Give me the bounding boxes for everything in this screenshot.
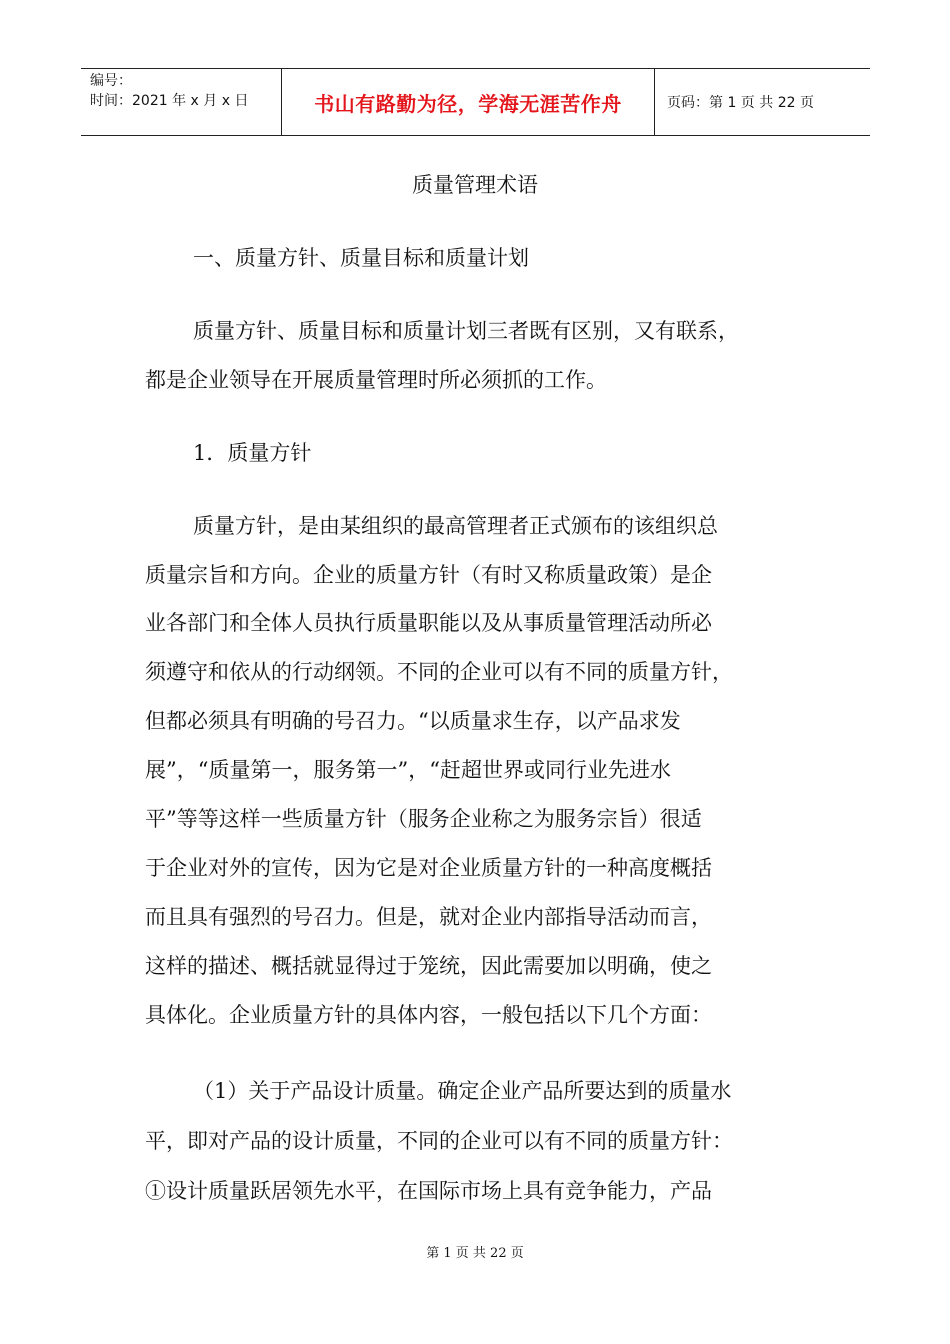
paragraph-line: 于企业对外的宣传，因为它是对企业质量方针的一种高度概括 (145, 856, 712, 880)
header-page-info: 页码：第 1 页 共 22 页 (667, 95, 814, 111)
paragraph-line: 业各部门和全体人员执行质量职能以及从事质量管理活动所必 (145, 611, 712, 635)
header-table (81, 68, 870, 136)
section-heading: 一、质量方针、质量目标和质量计划 (193, 246, 529, 270)
subsection-heading: 1．质量方针 (193, 441, 312, 465)
paragraph-line: 质量宗旨和方向。企业的质量方针（有时又称质量政策）是企 (145, 563, 712, 587)
paragraph-line: 而且具有强烈的号召力。但是，就对企业内部指导活动而言， (145, 905, 712, 929)
page-footer: 第 1 页 共 22 页 (426, 1246, 524, 1261)
paragraph-line: 都是企业领导在开展质量管理时所必须抓的工作。 (145, 368, 607, 392)
paragraph-line: 但都必须具有明确的号召力。“以质量求生存，以产品求发 (145, 709, 681, 733)
paragraph-line: 须遵守和依从的行动纲领。不同的企业可以有不同的质量方针， (145, 660, 733, 684)
paragraph-line: 展”，“质量第一，服务第一”，“赶超世界或同行业先进水 (145, 758, 671, 782)
paragraph-line: 质量方针、质量目标和质量计划三者既有区别，又有联系， (193, 319, 739, 343)
paragraph-line: 这样的描述、概括就显得过于笼统，因此需要加以明确，使之 (145, 954, 712, 978)
paragraph-line: 平”等等这样一些质量方针（服务企业称之为服务宗旨）很适 (145, 807, 702, 831)
document-number-label: 编号： (90, 73, 132, 89)
document-time-label: 时间：2021 年 x 月 x 日 (90, 93, 249, 109)
paragraph-line: 具体化。企业质量方针的具体内容，一般包括以下几个方面： (145, 1003, 712, 1027)
paragraph-line: 平，即对产品的设计质量，不同的企业可以有不同的质量方针： (145, 1129, 733, 1153)
header-meta (81, 69, 281, 135)
paragraph-line: 质量方针，是由某组织的最高管理者正式颁布的该组织总 (193, 514, 718, 538)
document-title: 质量管理术语 (412, 173, 538, 197)
header-motto: 书山有路勤为径，学海无涯苦作舟 (281, 69, 655, 135)
paragraph-line: ①设计质量跃居领先水平，在国际市场上具有竞争能力，产品 (145, 1179, 712, 1203)
paragraph-line: （1）关于产品设计质量。确定企业产品所要达到的质量水 (193, 1079, 732, 1103)
